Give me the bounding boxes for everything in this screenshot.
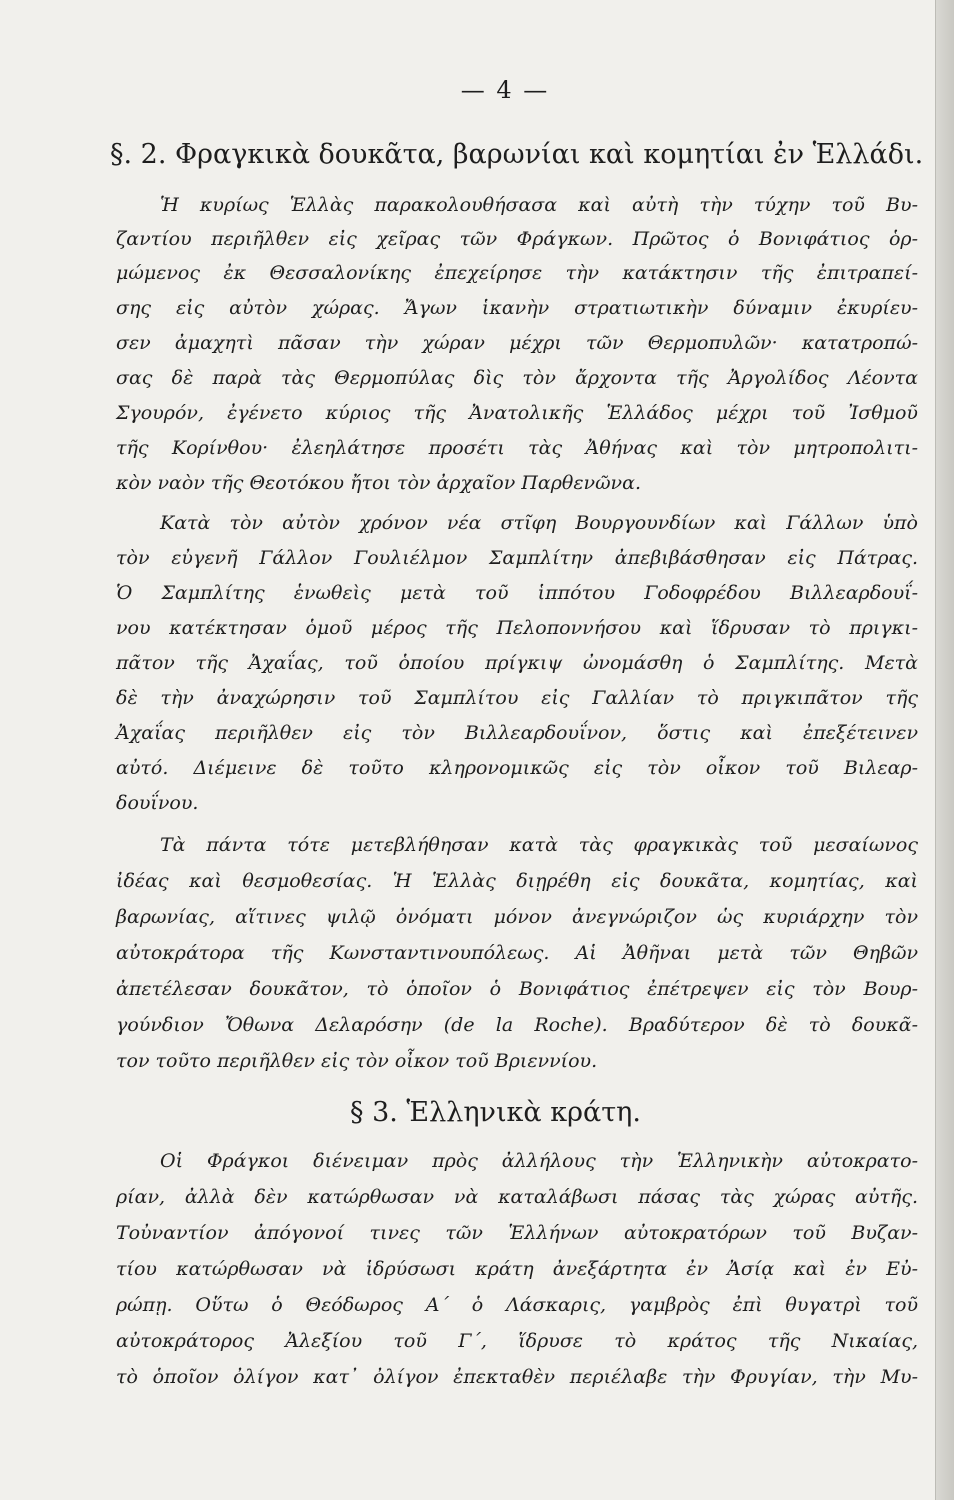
text-line: Τὰ πάντα τότε μετεβλήθησαν κατὰ τὰς φραγκικὰς τοῦ μεσαίωνος xyxy=(160,834,918,856)
section-2-heading: §. 2. Φραγκικὰ δουκᾶτα, βαρωνίαι καὶ κομητίαι ἐν Ἑλλάδι. xyxy=(110,139,924,170)
text-line: ρίαν, ἀλλὰ δὲν κατώρθωσαν νὰ καταλάβωσι πάσας τὰς χώρας αὐτῆς. xyxy=(116,1186,918,1208)
text-line: ζαντίου περιῆλθεν εἰς χεῖρας τῶν Φράγκων. Πρῶτος ὁ Βονιφάτιος ὁρ- xyxy=(116,228,918,250)
text-line: Σγουρόν, ἐγένετο κύριος τῆς Ἀνατολικῆς Ἑλλάδος μέχρι τοῦ Ἰσθμοῦ xyxy=(116,402,918,424)
text-line: Κατὰ τὸν αὐτὸν χρόνον νέα στῖφη Βουργουνδίων καὶ Γάλλων ὑπὸ xyxy=(160,512,918,534)
page-number: — 4 — xyxy=(460,76,550,104)
text-line: τὸν εὐγενῆ Γάλλον Γουλιέλμον Σαμπλίτην ἀπεβιβάσθησαν εἰς Πάτρας. xyxy=(116,547,918,569)
text-line: μώμενος ἐκ Θεσσαλονίκης ἐπεχείρησε τὴν κατάκτησιν τῆς ἐπιτραπεί- xyxy=(116,262,918,284)
text-line: πᾶτον τῆς Ἀχαΐας, τοῦ ὁποίου πρίγκιψ ὠνομάσθη ὁ Σαμπλίτης. Μετὰ xyxy=(116,652,918,674)
text-line: Οἱ Φράγκοι διένειμαν πρὸς ἀλλήλους τὴν Ἑλληνικὴν αὐτοκρατο- xyxy=(160,1150,918,1172)
text-line: δουΐνου. xyxy=(116,792,199,814)
text-line: ἰδέας καὶ θεσμοθεσίας. Ἡ Ἑλλὰς διῃρέθη εἰς δουκᾶτα, κομητίας, καὶ xyxy=(116,870,918,892)
text-line: αὐτό. Διέμεινε δὲ τοῦτο κληρονομικῶς εἰς τὸν οἶκον τοῦ Βιλεαρ- xyxy=(116,757,918,779)
text-line: βαρωνίας, αἵτινες ψιλῷ ὀνόματι μόνον ἀνεγνώριζον ὡς κυριάρχην τὸν xyxy=(116,906,918,928)
text-line: τὸ ὁποῖον ὀλίγον κατ᾽ ὀλίγον ἐπεκταθὲν περιέλαβε τὴν Φρυγίαν, τὴν Μυ- xyxy=(116,1366,918,1388)
text-line: τον τοῦτο περιῆλθεν εἰς τὸν οἶκον τοῦ Βριεννίου. xyxy=(116,1050,598,1072)
text-line: ρώπῃ. Οὕτω ὁ Θεόδωρος Α΄ ὁ Λάσκαρις, γαμβρὸς ἐπὶ θυγατρὶ τοῦ xyxy=(116,1294,918,1316)
text-line: νου κατέκτησαν ὁμοῦ μέρος τῆς Πελοποννήσου καὶ ἵδρυσαν τὸ πριγκι- xyxy=(116,617,918,639)
text-line: τίου κατώρθωσαν νὰ ἱδρύσωσι κράτη ἀνεξάρτητα ἐν Ἀσίᾳ καὶ ἐν Εὐ- xyxy=(116,1258,918,1280)
text-line: Ἀχαΐας περιῆλθεν εἰς τὸν Βιλλεαρδουΐνον, ὅστις καὶ ἐπεξέτεινεν xyxy=(116,722,918,744)
text-line: δὲ τὴν ἀναχώρησιν τοῦ Σαμπλίτου εἰς Γαλλίαν τὸ πριγκιπᾶτον τῆς xyxy=(116,687,918,709)
text-line: αὐτοκράτορος Ἀλεξίου τοῦ Γ΄, ἵδρυσε τὸ κράτος τῆς Νικαίας, xyxy=(116,1330,918,1352)
text-line: ἀπετέλεσαν δουκᾶτον, τὸ ὁποῖον ὁ Βονιφάτιος ἐπέτρεψεν εἰς τὸν Βουρ- xyxy=(116,978,918,1000)
text-line: Ὁ Σαμπλίτης ἑνωθεὶς μετὰ τοῦ ἱππότου Γοδοφρέδου Βιλλεαρδουΐ- xyxy=(116,582,918,604)
text-line: σεν ἀμαχητὶ πᾶσαν τὴν χώραν μέχρι τῶν Θερμοπυλῶν· κατατροπώ- xyxy=(116,332,918,354)
text-line: γούνδιον Ὄθωνα Δελαρόσην (de la Roche). Βραδύτερον δὲ τὸ δουκᾶ- xyxy=(116,1014,918,1036)
text-line: αὐτοκράτορα τῆς Κωνσταντινουπόλεως. Αἱ Ἀθῆναι μετὰ τῶν Θηβῶν xyxy=(116,942,918,964)
text-line: Ἡ κυρίως Ἑλλὰς παρακολουθήσασα καὶ αὐτὴ τὴν τύχην τοῦ Βυ- xyxy=(160,194,918,216)
page-gutter xyxy=(935,0,954,1500)
text-line: Τοὐναντίον ἀπόγονοί τινες τῶν Ἑλλήνων αὐτοκρατόρων τοῦ Βυζαν- xyxy=(116,1222,918,1244)
text-line: σας δὲ παρὰ τὰς Θερμοπύλας δὶς τὸν ἄρχοντα τῆς Ἀργολίδος Λέοντα xyxy=(116,367,918,389)
section-3-heading: § 3. Ἑλληνικὰ κράτη. xyxy=(350,1097,641,1128)
text-line: τῆς Κορίνθου· ἐλεηλάτησε προσέτι τὰς Ἀθήνας καὶ τὸν μητροπολιτι- xyxy=(116,437,918,459)
text-line: κὸν ναὸν τῆς Θεοτόκου ἤτοι τὸν ἀρχαῖον Παρθενῶνα. xyxy=(116,472,641,494)
text-line: σης εἰς αὐτὸν χώρας. Ἄγων ἱκανὴν στρατιωτικὴν δύναμιν ἐκυρίευ- xyxy=(116,297,918,319)
